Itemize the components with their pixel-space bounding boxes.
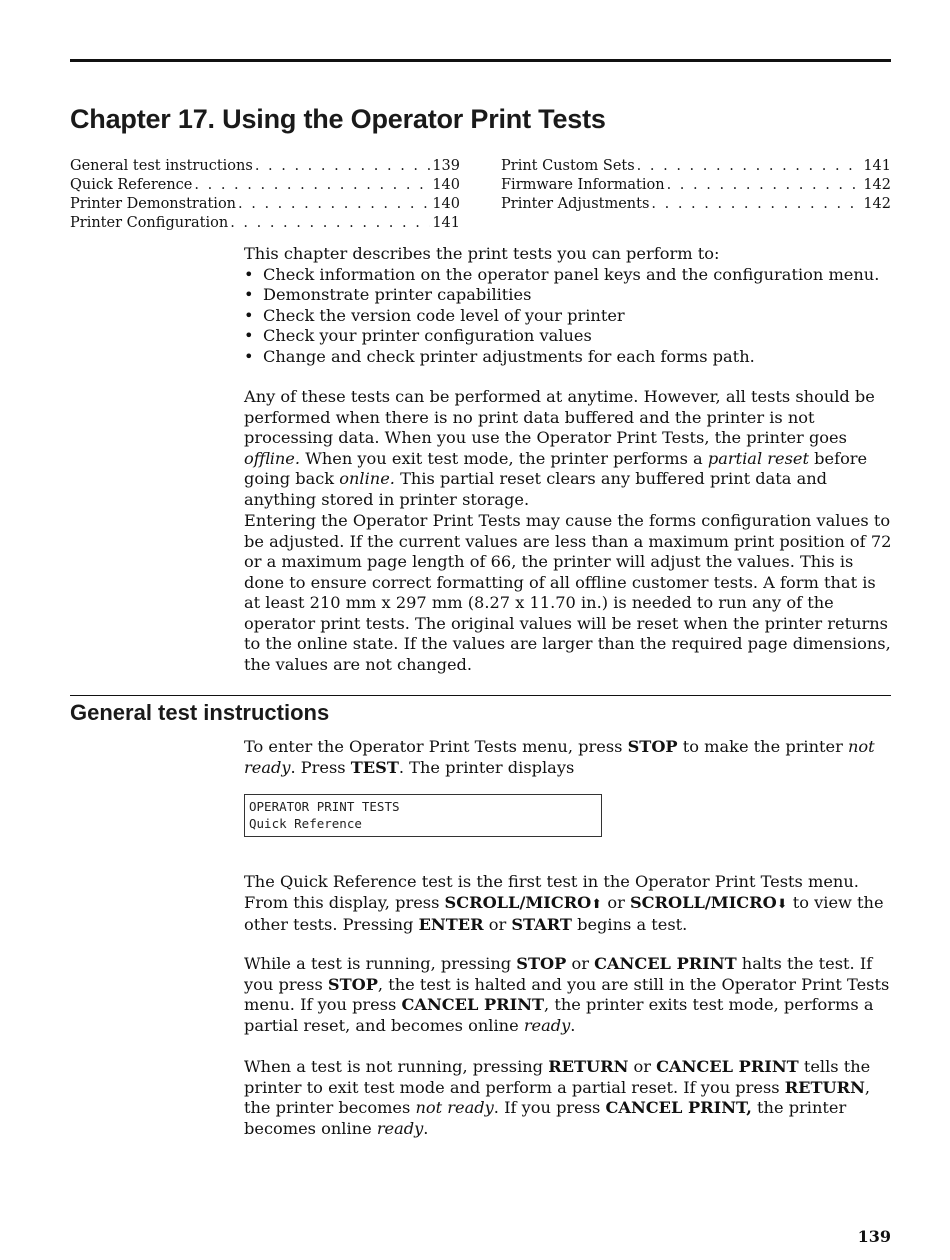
text-run: . bbox=[423, 1118, 429, 1138]
text-run: or bbox=[602, 892, 630, 912]
toc-leader bbox=[637, 157, 862, 176]
toc-entry-label: Printer Adjustments bbox=[501, 196, 650, 212]
toc-leader bbox=[667, 176, 862, 195]
text-run: When you exit test mode, the printer performs a bbox=[300, 448, 708, 468]
key-start: START bbox=[511, 915, 572, 934]
toc-entry[interactable] bbox=[70, 195, 460, 214]
text-run: This partial reset clears any buffered print data and anything stored in printer storage. bbox=[244, 469, 828, 509]
toc-entry-page: 141 bbox=[432, 215, 460, 231]
text-run: the printer becomes online bbox=[244, 1098, 847, 1138]
paragraph-test-not-running bbox=[244, 1057, 894, 1139]
text-run: When a test is not running, pressing bbox=[244, 1057, 549, 1076]
text-run: tells the printer to exit test mode and perform a partial reset. If you press bbox=[244, 1057, 871, 1097]
toc-entry-page: 142 bbox=[863, 196, 891, 212]
paragraph-enter-menu bbox=[244, 737, 894, 778]
section-title: General test instructions bbox=[70, 700, 330, 725]
toc-leader bbox=[651, 195, 861, 214]
arrow-down-icon: ⬇ bbox=[776, 896, 788, 912]
key-return: RETURN bbox=[548, 1057, 629, 1076]
text-run: or bbox=[483, 915, 512, 934]
text-run: To enter the Operator Print Tests menu, press bbox=[244, 737, 628, 756]
term-offline: offline. bbox=[244, 448, 301, 468]
key-scroll-micro-up: SCROLL/MICRO bbox=[444, 892, 592, 912]
toc-entry-label: Printer Configuration bbox=[70, 215, 229, 231]
key-enter: ENTER bbox=[418, 915, 484, 934]
text-run: to make the printer bbox=[677, 737, 848, 756]
display-line-1: OPERATOR PRINT TESTS bbox=[249, 799, 400, 814]
key-stop: STOP bbox=[327, 974, 378, 994]
toc-entry-page: 140 bbox=[432, 196, 460, 212]
toc-entry-label: General test instructions bbox=[70, 158, 253, 174]
text-run: The Quick Reference test is the first test in the Operator Print Tests menu. From this display, press bbox=[244, 872, 859, 912]
operator-panel-display bbox=[244, 794, 602, 837]
term-online: online. bbox=[339, 469, 395, 488]
key-cancel-print: CANCEL PRINT bbox=[401, 995, 545, 1014]
paragraph-tests-anytime bbox=[244, 387, 894, 510]
key-scroll-micro-down: SCROLL/MICRO bbox=[629, 892, 777, 912]
chapter-title: Chapter 17. Using the Operator Print Tests bbox=[70, 104, 606, 134]
text-run: . If you press bbox=[493, 1098, 606, 1117]
text-run: Any of these tests can be performed at anytime. However, all tests should be performed when there is no print data buffered and the printer is not processing data. When you use the Operator Print Tests, the printer goes bbox=[244, 387, 875, 447]
term-partial-reset: partial reset bbox=[707, 448, 809, 468]
display-line-2: Quick Reference bbox=[249, 816, 362, 831]
toc-entry-page: 142 bbox=[863, 177, 891, 193]
toc-leader bbox=[238, 195, 430, 214]
toc-entry[interactable] bbox=[70, 214, 460, 233]
text-run: halts the test. If you press bbox=[244, 954, 873, 994]
toc-entry-page: 140 bbox=[432, 177, 460, 193]
intro-bullet-list bbox=[244, 265, 894, 368]
text-run: , the printer exits test mode, performs a partial reset, and becomes online bbox=[244, 995, 874, 1035]
text-run: . Press bbox=[290, 757, 351, 777]
term-ready: ready bbox=[376, 1118, 424, 1138]
text-run: , the test is halted and you are still in the Operator Print Tests menu. If you press bbox=[244, 974, 890, 1014]
text-run: before going back bbox=[244, 448, 868, 488]
bullet-item: • Check your printer configuration values bbox=[244, 326, 894, 347]
text-run: or bbox=[566, 954, 595, 973]
text-run: . The printer displays bbox=[398, 757, 575, 777]
toc-right-column bbox=[501, 157, 891, 214]
toc-leader bbox=[230, 214, 430, 233]
key-cancel-print: CANCEL PRINT, bbox=[605, 1098, 752, 1117]
text-run: begins a test. bbox=[571, 915, 688, 934]
toc-leader bbox=[255, 157, 431, 176]
text-run: , the printer becomes bbox=[244, 1077, 871, 1117]
key-stop: STOP bbox=[516, 954, 567, 973]
bullet-item: • Check the version code level of your printer bbox=[244, 306, 894, 327]
toc-entry[interactable] bbox=[70, 157, 460, 176]
toc-left-column bbox=[70, 157, 460, 233]
key-cancel-print: CANCEL PRINT bbox=[656, 1057, 799, 1076]
text-run: or bbox=[628, 1057, 657, 1076]
text-run: to view the other tests. Pressing bbox=[244, 892, 884, 934]
toc-entry[interactable] bbox=[501, 195, 891, 214]
toc-entry-label: Quick Reference bbox=[70, 177, 193, 193]
text-run: . bbox=[570, 1015, 576, 1035]
toc-entry-page: 141 bbox=[863, 158, 891, 174]
intro-section bbox=[244, 244, 894, 367]
bullet-item: • Change and check printer adjustments for each forms path. bbox=[244, 347, 894, 368]
paragraph-test-running bbox=[244, 954, 894, 1036]
toc-entry[interactable] bbox=[501, 176, 891, 195]
toc-entry-label: Print Custom Sets bbox=[501, 158, 635, 174]
paragraph-quick-reference bbox=[244, 872, 894, 936]
page-number: 139 bbox=[857, 1227, 891, 1246]
key-return: RETURN bbox=[784, 1077, 865, 1097]
toc-entry[interactable] bbox=[501, 157, 891, 176]
text-run: While a test is running, pressing bbox=[244, 954, 517, 973]
term-not-ready: not ready bbox=[415, 1098, 494, 1117]
intro-lead: This chapter describes the print tests you can perform to: bbox=[244, 244, 720, 263]
bullet-item: • Demonstrate printer capabilities bbox=[244, 285, 894, 306]
toc-entry[interactable] bbox=[70, 176, 460, 195]
key-stop: STOP bbox=[627, 737, 678, 756]
bullet-item: • Check information on the operator panel keys and the configuration menu. bbox=[244, 265, 894, 286]
key-cancel-print: CANCEL PRINT bbox=[594, 954, 737, 973]
key-test: TEST bbox=[350, 757, 399, 777]
top-rule bbox=[70, 59, 891, 62]
toc-entry-page: 139 bbox=[432, 158, 460, 174]
toc-entry-label: Firmware Information bbox=[501, 177, 665, 193]
term-not-ready: not ready bbox=[244, 737, 875, 777]
term-ready: ready bbox=[523, 1015, 571, 1035]
paragraph-forms-configuration: Entering the Operator Print Tests may cause the forms configuration values to be adjusted. If the current values are less than a maximum print position of 72 or a maximum page length of 66, the printer will adjust the values. This is done to ensure correct formatting of all offline customer tests. A form that is at least 210 mm x 297 mm (8.27 x 11.70 in.) is needed to run any of the operator print tests. The original values will be reset when the printer returns to the online state. If the values are larger than the required page dimensions, the values are not changed. bbox=[244, 511, 892, 674]
arrow-up-icon: ⬆ bbox=[591, 896, 603, 912]
toc-entry-label: Printer Demonstration bbox=[70, 196, 237, 212]
section-rule bbox=[70, 695, 891, 696]
toc-leader bbox=[194, 176, 430, 195]
